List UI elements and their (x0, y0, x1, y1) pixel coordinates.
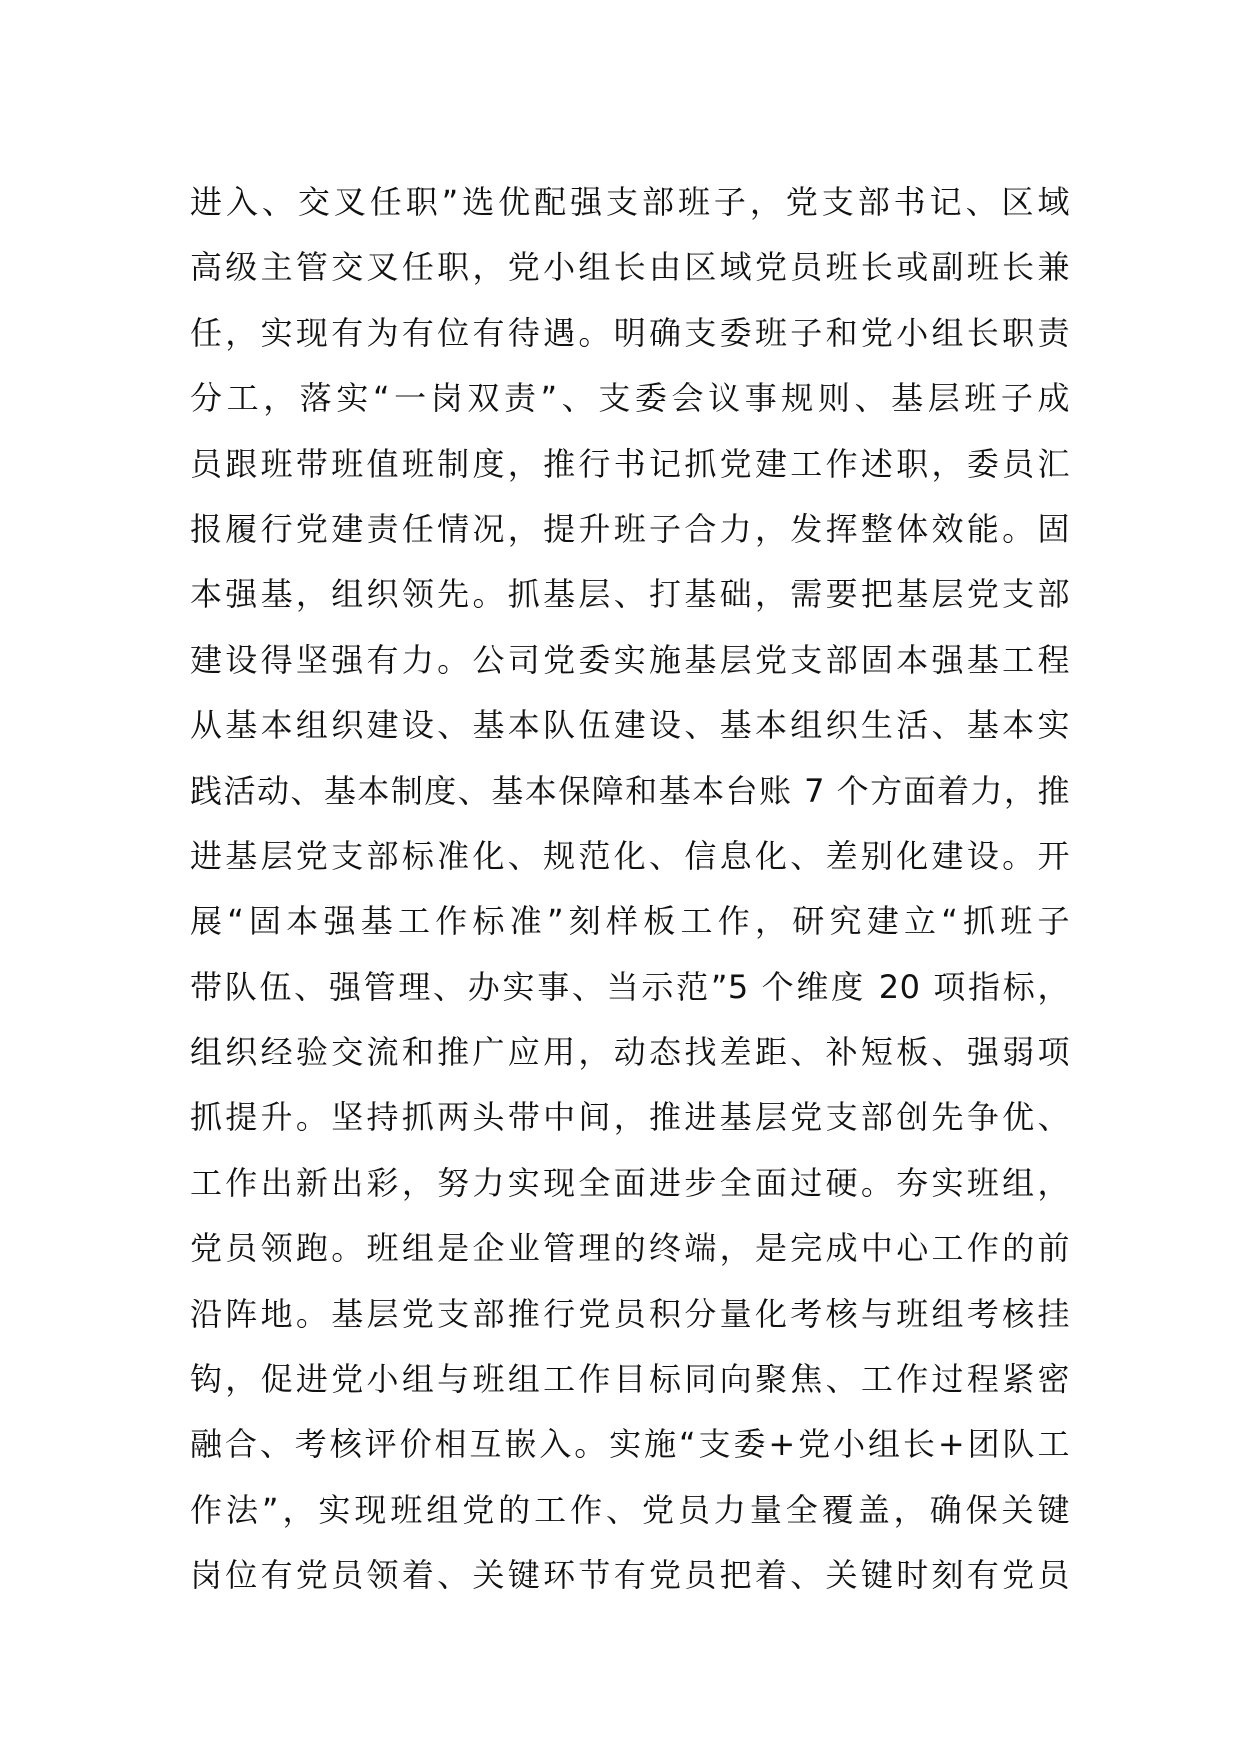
text-line: 分工，落实“一岗双责”、支委会议事规则、基层班子成 (190, 379, 1070, 418)
text-line: 党员领跑。班组是企业管理的终端，是完成中心工作的前 (190, 1229, 1070, 1268)
text-line: 带队伍、强管理、办实事、当示范”5 个维度 20 项指标， (190, 967, 1070, 1006)
text-line: 工作出新出彩，努力实现全面进步全面过硬。夯实班组， (190, 1163, 1070, 1202)
text-line: 从基本组织建设、基本队伍建设、基本组织生活、基本实 (190, 706, 1070, 745)
text-line: 报履行党建责任情况，提升班子合力，发挥整体效能。固 (190, 509, 1070, 548)
text-line: 展“固本强基工作标准”刻样板工作，研究建立“抓班子 (190, 902, 1070, 941)
text-line: 进入、交叉任职”选优配强支部班子，党支部书记、区域 (190, 183, 1070, 221)
text-line: 融合、考核评价相互嵌入。实施“支委+党小组长+团队工 (190, 1425, 1070, 1464)
text-line: 组织经验交流和推广应用，动态找差距、补短板、强弱项 (190, 1033, 1070, 1072)
text-line: 任，实现有为有位有待遇。明确支委班子和党小组长职责 (190, 313, 1070, 352)
text-line: 践活动、基本制度、基本保障和基本台账 7 个方面着力，推 (190, 771, 1070, 810)
text-line: 作法”，实现班组党的工作、党员力量全覆盖，确保关键 (190, 1490, 1070, 1529)
text-line: 钩，促进党小组与班组工作目标同向聚焦、工作过程紧密 (190, 1360, 1070, 1399)
text-line: 本强基，组织领先。抓基层、打基础，需要把基层党支部 (190, 575, 1070, 614)
text-line: 高级主管交叉任职，党小组长由区域党员班长或副班长兼 (190, 248, 1070, 287)
text-line: 沿阵地。基层党支部推行党员积分量化考核与班组考核挂 (190, 1294, 1070, 1333)
body-text (190, 170, 1070, 1609)
text-line: 进基层党支部标准化、规范化、信息化、差别化建设。开 (190, 836, 1070, 875)
text-line: 建设得坚强有力。公司党委实施基层党支部固本强基工程 (190, 640, 1070, 679)
text-line: 抓提升。坚持抓两头带中间，推进基层党支部创先争优、 (190, 1098, 1070, 1137)
text-line: 员跟班带班值班制度，推行书记抓党建工作述职，委员汇 (190, 444, 1070, 483)
text-line: 岗位有党员领着、关键环节有党员把着、关键时刻有党员 (190, 1556, 1070, 1595)
